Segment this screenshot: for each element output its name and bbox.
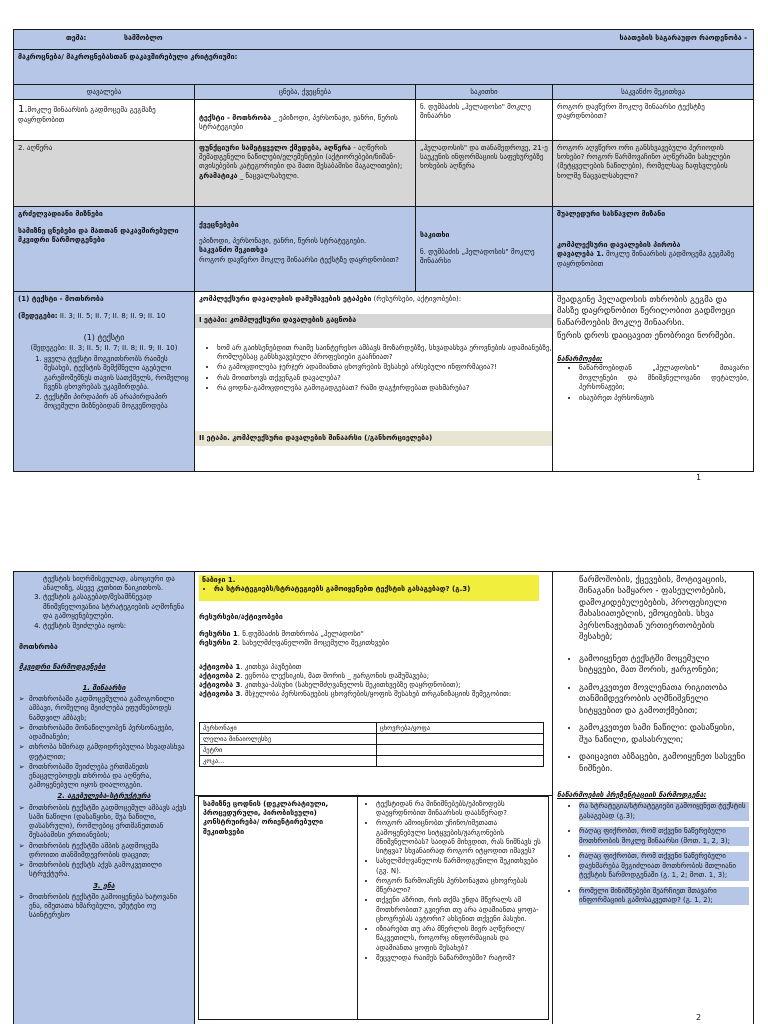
list-item: • რა გამოცდილება ჯერჯერ ადამიანთა ცხოვრების შესახებ არსებული ინფორმაცია?! [217, 363, 553, 372]
col-header-key-question: საკვანძო შეკითხვა [552, 84, 754, 100]
p2-left-title: მოთხრობა [19, 643, 58, 652]
col-header-topic: საკითხი [415, 84, 553, 100]
ref-intermediate-goal [552, 206, 754, 292]
row1-concept [194, 99, 416, 141]
p2-left-list [19, 593, 189, 631]
criteria-row [13, 49, 754, 85]
page-number: 1 [696, 473, 702, 482]
p2-left-list-cont: ტექსტის სიღრმისეულად, ასოციური და ანალიზე, ასევე კუთხით წაიკითხოს. [43, 575, 175, 593]
p2-left-h3: 3. ენა [93, 881, 115, 890]
stages-title-rest: (რესურსები, აქტივობები): [371, 295, 462, 303]
ref-goals [13, 206, 195, 292]
list-item: • იზიარებთ თუ არა მწერლის მიერ აღწერილ/წაკვეთილს, როგორც ინფორმაციას და ადამიანთა ყოფის შესახებ? [376, 925, 544, 953]
activity-2-text: . ეცნობა ლექსიკის, მათ შორის _ ჟარგონის დამუშავება; [240, 671, 430, 680]
row1-key-question: როგორ დავწერო მოკლე შინაარსი ტექსტზე დაყრდნობით? [552, 99, 754, 141]
row2-concept-text1: - აღწერის შემადგენელი ნაწილები/ელემენტები (აქტიორებები/ნიშან-თვისებების კატეგორიები და მათი შესაბამისი მაგალითები); [199, 144, 403, 171]
row1-topic: ნ. დუმბაძის „ჰელადოსი" მოკლე შინაარსი [415, 99, 553, 141]
characters-table [199, 722, 544, 767]
list-item: ➢ მოთხრობის ტექსტში ამბის გადმოცემა დროითი თანმიმდევრობის დაცვით; [29, 842, 189, 860]
list-item: • როგორ ამოიცნობთ უჩინო/იმეთათა გამოყენებული სიტყვების/ჟარგონების მნიშვნელობას? საიდან მიხვდით, რას ნიშნავს ეს სიტყვა? სხვანაირად როგორ იტყოდით იმავეს? [376, 819, 544, 856]
p2-right-title: ნაწარმოების პრეზენტაციის წარმოდგენა: [557, 791, 707, 800]
resource-1-text: . ნ.დუმბაძის მოთხრობა „ჰელადოსი" [237, 630, 364, 639]
questions-title: სამიზნე ცოდნის (დეკლარატიული, პროცედურული, პირობისეული) კონსტრუირება/ ორიენტირებული შეკითხვები [203, 800, 329, 836]
list-item: • რაღაც ფიქრობთ, რომ თქვენი ნაწერებული დაეხმარება შეგიძლიათ მოთხრობის მთლიანი ტექსტის წარმოდგენაში (გ. 1, 2; მოთ. 1, 3); [579, 852, 749, 880]
list-item: ➢ მოთხრობის ტექსტში გადმოცემულ ამბავს აქვს სამი ნაწილი (დასაწყისი, შუა ნაწილი, დასასრული), რომლებიც ერთმანეთთან შესაბამისი ერთიანების; [29, 804, 189, 841]
p2-mid-top [194, 571, 553, 796]
stage1-list [203, 344, 553, 394]
activity-3-text: . კითხვა-პასუხი (სახელმძღვანელოს შეკითხვებზე დაყრდნობით); [240, 681, 461, 690]
list-item: • როგორ წარმოაჩენს პერსონაჟთა ცხოვრებას მწერალი? [376, 877, 544, 895]
table-cell: ლელია მინაიოლესსე [200, 734, 377, 745]
list-item: • რაღაც ფიქრობთ, რომ თქვენი ნაწერებული მოთხრობის მოკლე შინაარსი (მოთ. 1, 2, 3); [579, 827, 749, 846]
page-number: 2 [696, 1013, 702, 1022]
ref-key-question-title: საკვანძო შეკითხვა [199, 246, 268, 255]
row2-concept-text2: _ წაცვალსახელი. [237, 171, 299, 180]
row2-task: 2. აღწერა [13, 140, 195, 207]
row2-concept-bold1: ფუნქციური სამეტყველო ქმედება, აღწერა [199, 144, 352, 152]
right-para2: წერის დროს დაიცავით ენობრივი ნორმები. [557, 331, 736, 342]
list-item: 1. ყველა ტექსტი მოგვითხრობს რაიმეს შესახებ, ტექსტის შემქმნელი აგებული გარემოშემნეს თავის სათქმელს, რომელიც ჩვენს ცხოვრებას უკავშირდება. [44, 355, 190, 392]
resource-2-text: . სახელმძღვანელოში მოცემული შეკითხვები [237, 639, 390, 648]
list-item: • რა სტრატეგია/სტრატეგიები გამოიყენეთ ტექსტის გასაგებად (გ.3); [579, 802, 749, 821]
table-row [200, 734, 544, 745]
activity-1-text: . კითხვა პაუზებით [240, 662, 302, 671]
list-item: ➢ მოთხრობის ტექსტს აქვს გამოკვეთილი სტრუქტურა. [29, 861, 189, 879]
p2-left-bullets2 [19, 804, 189, 880]
row1-task-number: 1. [18, 104, 28, 115]
row1-concept-bold: ტექსტი - მოთხრობა [199, 114, 272, 122]
list-item: • დაიცავით აბზაცები, გამოიყენეთ სასვენი ნიშნები. [579, 752, 749, 775]
step-highlight [199, 575, 539, 601]
list-item: ➢ მოთხრობაში გადმოცემულია გამოგონილი ამბავი, რომელიც შეიძლება ეფუძნებოდეს ნამდვილ ამბავს; [29, 695, 189, 723]
activity-1-label: აქტივობა 1 [199, 662, 241, 671]
activity-4-label: აქტივობა 3 [199, 690, 241, 699]
section-left-outcomes [18, 312, 190, 321]
row1-concept-text: _ ეპიზოდი, პერსონაჟი, ჟანრი, წერის სტრატეგიები [199, 114, 398, 132]
ref-topic-text: ნ. დუმბაძის „ჰელადოსის" მოკლე შინაარსი [420, 248, 535, 266]
list-item: 2. ტექსტში პირდაპირ ან არაპირდაპირ მოცემული მიზნებიდან მოგვეწოდება [44, 393, 190, 411]
resource-1-label: რესურსი 1 [199, 630, 238, 639]
ref-task-body: მოკლე შინაარსის გადმოცემა გეგმაზე დაყრდნობით [557, 250, 735, 268]
ref-goals-text: სამიზნე ცნებები და მათთან დაკავშირებული მკვიდრი წარმოდგენები [18, 227, 179, 245]
table-cell: ცხოვრება/ყოფა [377, 723, 544, 734]
section-left [13, 291, 195, 472]
list-item: • გამოკვეთეთ სამი ნაწილი: დასაწყისი, შუა ნაწილი, დასასრული; [579, 723, 749, 746]
list-item: • ისაუბრეთ პერსონაჟის [579, 394, 749, 403]
list-item: ➢ მოთხრობის ტექსტში გამოიყენება ხატოვანი ენა, იმეთათა ხმარებული, უმეტესი ოუ საინტერესო [29, 893, 189, 921]
activity-1 [199, 663, 547, 672]
p2-right-top: წარმოშობის, ქცევების, მოტივაციის, შინაგანი სამყარო - ფასეულობების, დამოკიდებულებების, პროფესიული მახასიათებლის, ემოციების. სხვა პერსონაჟებთან ურთიერთობების შესახებ; [579, 575, 727, 643]
list-item: ➢ მოთხრობაში მონაწილეობენ პერსონაჟები, ადამიანები; [29, 724, 189, 742]
step-question-list [202, 585, 536, 594]
list-item: • რას მოითხოვს თქვენგან დავალება? [217, 374, 553, 383]
resource-1 [199, 630, 547, 639]
p2-mid-frame [194, 795, 553, 1024]
ref-complex-task-title: კომპლექსური დავალების პირობა [557, 241, 681, 250]
list-item: • რომელი მინიშნებები შეარჩიეთ მთავარი ინფორმაციის გამოსაკვეთად? (გ. 1, 2); [579, 887, 749, 906]
row2-key-question: როგორ აღვწერო ორი განსხვავებული პერიოდის ხოხები? როგორ წარმოვაჩინო აღწერაში სახელები (მეტყველების ნაწილები), რომელსაც ჩაფსვლების ხოლმე წაცვალსახელი? [552, 140, 754, 207]
criteria-title: მაკროცნება/ მაკროცნებასთან დაკავშირებული კრიტერიუმი: [18, 53, 238, 61]
table-row [200, 723, 544, 734]
section-left-list [18, 355, 190, 411]
hours-estimate: საათების საგარაუდო რაოდენობა - [619, 34, 747, 42]
row2-concept-bold2: გრამატიკა [199, 171, 238, 180]
row2-topic: „ჰელადოსის" და თანამედროვე, 21-ე საუკუნის ინფორმაციის საფეხურებზე ხოხების აღწერა [415, 140, 553, 207]
activity-3-label: აქტივობა 3 [199, 681, 241, 690]
table-cell [377, 745, 544, 756]
ref-key-question-text: როგორ დავწერო მოკლე შინაარსი ტექსტზე დაყრდნობით? [199, 255, 400, 264]
table-cell [377, 734, 544, 745]
row2-concept [194, 140, 416, 207]
right-title: ნაწარმოები: [557, 354, 603, 363]
topic-label: თემა: [66, 34, 87, 42]
section-left-title: (1) ტექსტი - მოთხრობა [18, 295, 104, 303]
row1-task [13, 99, 195, 141]
table-cell: პერსონაჟი [200, 723, 377, 734]
stage1-header: I ეტაპი: კომპლექსური დავალების გაცნობა [195, 314, 552, 328]
p2-resources [199, 613, 547, 700]
outcomes-codes: II. 3; II. 5; II. 7; II. 8; II. 9; II. 10 [57, 312, 166, 321]
activity-2 [199, 672, 547, 681]
outcomes-label: (შედეგები: [18, 312, 58, 321]
activity-4-text: . მსჯელობა პერსონაჟების ცხოვრების/ყოფის შესახებ თრგანიზაციის შემეგობით: [240, 690, 512, 699]
list-item: • სახელმძღვანელოს წარმოდგენილი შეკითხვები (გვ. N). [376, 857, 544, 875]
ref-complex-task-text [557, 250, 749, 268]
ref-goals-title: გრძელვადიანი მიზნები [18, 210, 103, 218]
ref-subconcepts-title: ქვეცნებები [199, 221, 239, 229]
list-item: • ნაწარმოებიდან „ჰელადოსის" მთავარი მოვლენები და მნიშვნელოვანი დეტალები, პერსონაჟები; [579, 364, 749, 392]
p2-left-h1: 1. შინაარსი [82, 683, 126, 692]
p2-left-column [13, 571, 195, 1024]
p2-left-h2: 2. აგებულება-სტრუქტურა [57, 792, 151, 801]
table-cell: პეტრი [200, 745, 377, 756]
list-item: • რა ცოდნა-გამოცდილება გამოგადგებათ? რაში დაგჭირდებათ დახმარება? [217, 384, 553, 393]
list-item: 4. ტექსტის შეიძლება იყოს: [43, 622, 189, 631]
stage2-header: II ეტაპი. კომპლექსური დავალების შინაარსი (/განხორციელება) [195, 431, 552, 446]
section-mid [194, 291, 553, 472]
p2-right-shaded-list [557, 802, 749, 905]
section-right [552, 291, 754, 472]
list-item: 3. ტექსტის გასაგებად/შესამჩნევად მნიშვნელოვანია სტრატეგიების აღმოჩენა და გამოყენებულები. [43, 593, 189, 621]
right-para1: შეადგინე ჰელადოსის თხრობის გეგმა და მასზე დაყრდნობით წერილობით გადმოეცი ნაწარმოების მოკლე შინაარსი. [557, 295, 736, 328]
stages-title: კომპლექსური დავალების დამუშავების ეტაპები [199, 295, 372, 303]
p2-right-column [552, 571, 754, 1024]
ref-subconcepts-text: ეპიზოდი, პერსონაჟი, ჟანრი, წერის სტრატეგიები. [199, 237, 367, 246]
ref-task-label: დავალება 1. [557, 250, 604, 259]
right-list [557, 364, 749, 403]
list-item: ➢ მოთხრობაში შეიძლება ერთმანეთს ენაცვლებოდეს თხრობა და აღწერა, გამოყენებული იყოს დიალოგები. [29, 763, 189, 791]
list-item: • გამოკვეთეთ მოვლენათა რიგითობა თანმიმდევრობის აღმნიშვნელი სიტყვებით და გამოთქმებით; [579, 683, 749, 717]
step-question: • რა სტრატეგიებს/სტრატეგიებს გამოიყენებთ ტექსტის გასაგებად? (გ.3) [214, 585, 536, 594]
p2-left-bullets1 [19, 695, 189, 790]
list-item: ➢ თხრობა ხშირად გამდიდრებულია სხვადასხვა დეტალით; [29, 743, 189, 761]
step-label: ნაბიჯი 1. [202, 576, 236, 584]
ref-topic-title: საკითხი [420, 231, 450, 239]
section-mid-title [195, 292, 552, 307]
list-item: • შეცვლიდა რაიმეს ნაწარმოებში? რატომ? [376, 954, 544, 963]
p2-left-bullets3 [19, 893, 189, 921]
ref-topic [415, 206, 553, 292]
list-item: • თქვენი აზრით, რის თქმა უნდა მწერალს ამ მოთხრობით? გვიერთ თუ არა ადამიანთა ყოფა-ცხოვრებას ავტორი? ახსენით თქვენი პასუხი. [376, 896, 544, 924]
ref-subconcepts [194, 206, 416, 292]
row1-task-text: მოკლე შინაარსის გადმოცემა გეგმაზე დაყრდნობით [18, 106, 156, 125]
activity-2-label: აქტივობა 2 [199, 671, 241, 680]
list-item: • გამოიყენეთ ტექსტში მოცემული სიტყვები, მათ შორის, ჟარგონები; [579, 654, 749, 677]
resource-2-label: რესურსი 2 [199, 639, 238, 648]
resource-2 [199, 639, 547, 648]
ref-intermediate-goal-title: შუალედური სასწავლო მიზანი [557, 210, 666, 218]
section-left-center1: (1) ტექსტი [83, 333, 125, 343]
table-cell [377, 756, 544, 767]
activity-4 [199, 690, 547, 699]
list-item: • ტექსტიდან რა მინიშნებებს/ეპიზოდებს დაეყრდნობით შინაარსის დაასწერად? [376, 800, 544, 818]
table-row [200, 756, 544, 767]
topic-value: სამშობლო [124, 34, 163, 42]
col-header-task: დავალება [13, 84, 195, 100]
list-item: • ხომ არ გაიხსენებდით რაიმე საინტერესო ამბავს მოზარდებზე, სხვადასხვა ეროვნების ადამიანებზე, რომლებსაც განსხვავებული პროფესიები გააჩნიათ? [217, 344, 553, 362]
col-header-concept: ცნება, ქვეცნება [194, 84, 416, 100]
table-row [200, 745, 544, 756]
p2-right-list [557, 654, 749, 775]
header-bar [13, 29, 754, 50]
table-cell: კოკა... [200, 756, 377, 767]
resources-title: რესურსები/აქტივობები [199, 613, 283, 621]
p2-left-subtitle: მკვიდრი წარმოდგენები [19, 662, 106, 671]
section-left-center2: (შედეგები: II. 3; II. 5; II. 7; II. 8; II. 9; II. 10) [30, 344, 178, 353]
